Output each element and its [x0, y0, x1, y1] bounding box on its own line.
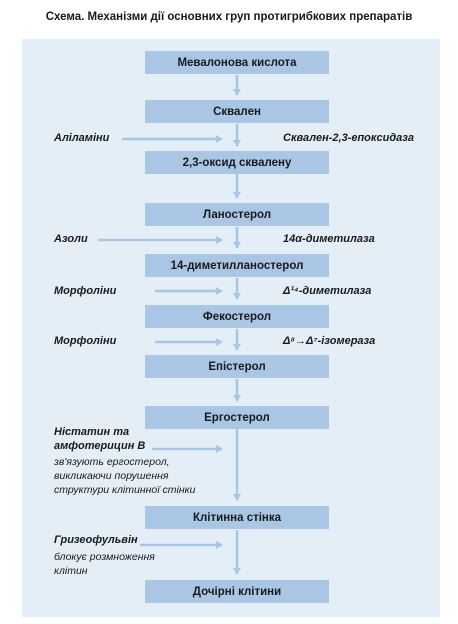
griseofulvin-desc-line-1: блокує розмноження [54, 551, 155, 563]
drug-label-morpholines-1: Морфоліни [54, 285, 117, 297]
enzyme-label-delta14-demethylase: Δ¹⁴-диметилаза [283, 285, 372, 297]
node-squalene: Сквален [145, 100, 329, 123]
enzyme-label-squalene-epoxidase: Сквален-2,3-епоксидаза [283, 132, 414, 144]
node-daughter-cells: Дочірні клітини [145, 580, 329, 603]
nystatin-desc-line-1: зв'язують ергостерол, [54, 456, 170, 468]
enzyme-label-isomerase: Δ⁸→Δ⁷-ізомераза [283, 335, 376, 347]
drug-label-azoles: Азоли [54, 233, 88, 245]
nystatin-desc-line-3: структури клітинної стінки [54, 484, 196, 496]
drug-label-amphotericin: амфотерицин В [54, 440, 146, 452]
drug-label-allylamines: Аліламіни [54, 132, 110, 144]
node-ergosterol: Ергостерол [145, 406, 329, 429]
node-lanosterol: Ланостерол [145, 203, 329, 226]
node-fecosterol: Фекостерол [145, 305, 329, 328]
drug-label-morpholines-2: Морфоліни [54, 335, 117, 347]
drug-label-griseofulvin: Гризеофульвін [54, 534, 138, 546]
node-dimethyllanosterol: 14-диметилланостерол [145, 254, 329, 277]
diagram-title: Схема. Механізми дії основних груп протигрибкових препаратів [45, 11, 413, 23]
node-episterol: Епістерол [145, 355, 329, 378]
node-mevalonic-acid: Мевалонова кислота [145, 51, 329, 74]
node-squalene-oxide: 2,3-оксид сквалену [145, 151, 329, 174]
enzyme-label-14a-demethylase: 14α-диметилаза [283, 233, 375, 245]
nystatin-desc-line-2: викликаючи порушення [54, 470, 169, 482]
griseofulvin-desc-line-2: клітин [54, 565, 88, 577]
drug-label-nystatin: Ністатин та [54, 426, 130, 438]
node-cell-wall: Клітинна стінка [145, 506, 329, 529]
